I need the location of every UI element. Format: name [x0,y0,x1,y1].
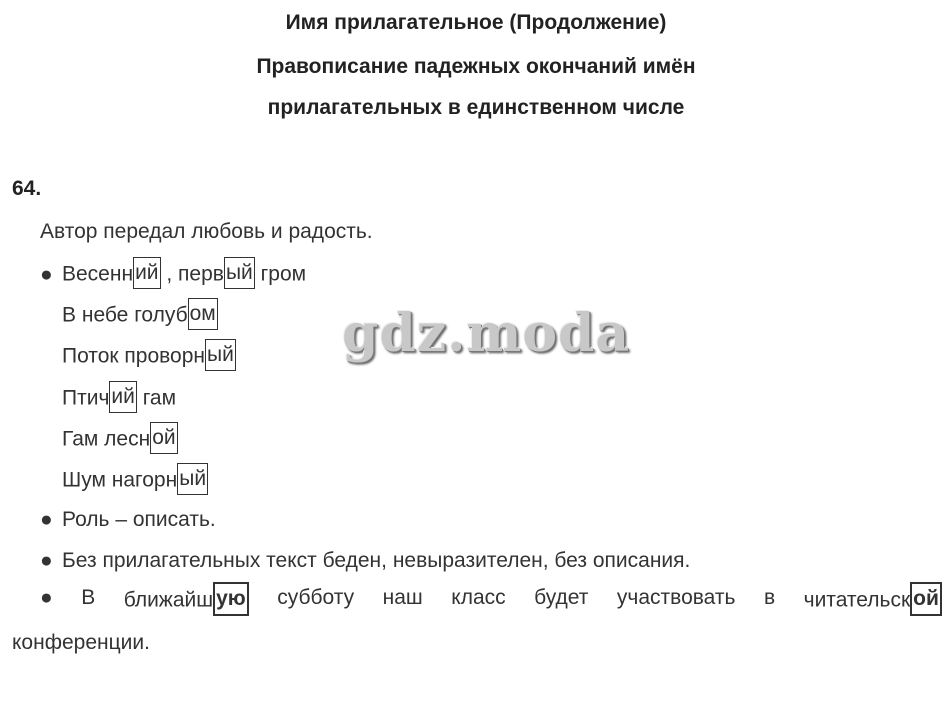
ending-box: ом [188,298,218,330]
text-line-8 [40,508,216,532]
word: гром [260,262,307,286]
word: В [81,586,96,609]
sentence: Без прилагательных текст беден, невыразителен, без описания. [62,549,691,572]
text-line-1: Автор передал любовь и радость. [40,220,373,243]
word-stem: Птич [62,386,110,410]
word-stem: Гам лесн [62,427,151,451]
text-line-2 [40,261,306,289]
sentence: Роль – описать. [62,508,216,531]
heading-line-3: прилагательных в единственном числе [267,96,685,119]
word [804,586,942,616]
word: наш [382,586,423,609]
ending-box: ий [109,381,136,413]
word: участвовать [616,586,736,609]
word: в [763,586,776,609]
word-stem: Весенн [62,262,134,286]
word-stem: , перв [166,262,224,286]
word: гам [142,386,177,410]
word-stem: читательск [803,588,911,612]
bullet: ● [40,508,53,531]
ending-box: ую [213,582,249,616]
text-line-4 [62,343,236,371]
word: субботу [277,586,355,609]
text-line-6 [62,426,178,454]
heading-line-2: Правописание падежных окончаний имён [256,55,696,78]
ending-box: ый [205,339,236,371]
ending-box: ой [910,582,942,616]
text-line-10 [40,586,942,616]
text-line-5 [62,385,176,413]
bullet: ● [40,549,53,572]
heading-line-1: Имя прилагательное (Продолжение) [285,11,667,34]
ending-box: ый [177,463,208,495]
bullet: ● [40,586,53,609]
word [124,586,249,616]
word-stem: Шум нагорн [62,468,178,492]
word-stem: ближайш [123,588,214,612]
word-stem: В небе голуб [62,303,188,327]
watermark-logo: gdz.moda [342,303,631,364]
ending-box: ой [150,422,177,454]
ending-box: ый [224,257,255,289]
word: класс [451,586,506,609]
text-line-11: конференции. [12,631,150,654]
text-line-9 [40,549,690,573]
text-line-7 [62,467,208,495]
bullet: ● [40,262,53,286]
word-stem: Поток проворн [62,344,206,368]
text-line-3 [62,302,218,330]
ending-box: ий [133,257,160,289]
exercise-number: 64. [12,177,42,200]
word: будет [534,586,589,609]
